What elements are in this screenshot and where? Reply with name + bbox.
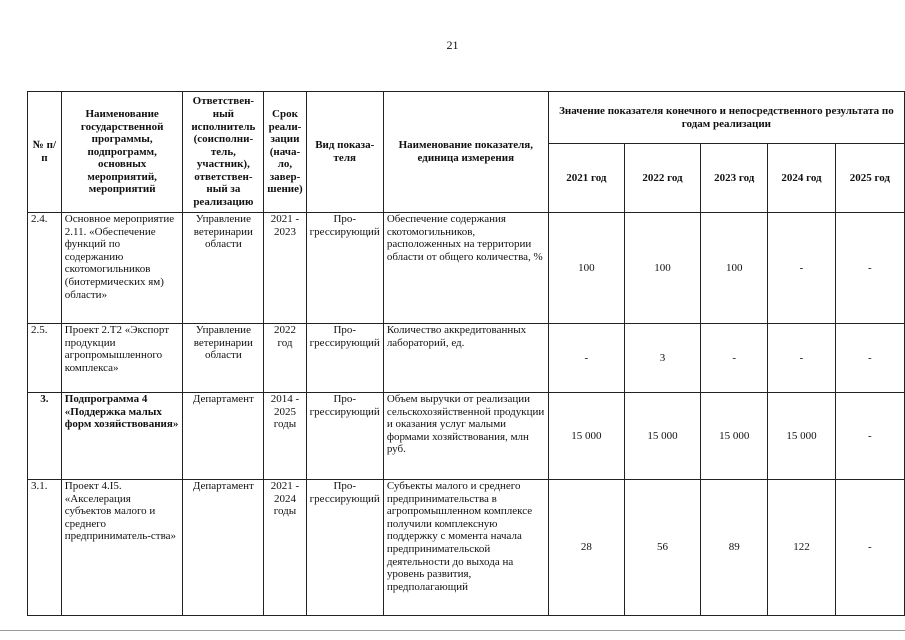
page-bottom-edge	[0, 630, 905, 631]
row-responsible: Управление ветеринарии области	[183, 324, 264, 393]
row-value: -	[835, 393, 904, 480]
row-value: -	[835, 213, 904, 324]
row-value: -	[835, 324, 904, 393]
row-name: Основное мероприятие 2.11. «Обеспечение функций по содержанию скотомогильников (биотермических ям) области»	[61, 213, 183, 324]
header-year: 2021 год	[548, 144, 624, 213]
header-year: 2024 год	[768, 144, 835, 213]
row-value: -	[548, 324, 624, 393]
header-indicator: Наименование показателя, единица измерения	[383, 92, 548, 213]
row-responsible: Управление ветеринарии области	[183, 213, 264, 324]
row-value: 3	[624, 324, 700, 393]
row-kind: Про-грессирующий	[306, 480, 383, 616]
row-value: 15 000	[548, 393, 624, 480]
row-value: 15 000	[701, 393, 768, 480]
row-value: -	[701, 324, 768, 393]
table-row	[28, 480, 905, 616]
row-kind: Про-грессирующий	[306, 324, 383, 393]
row-kind: Про-грессирующий	[306, 213, 383, 324]
row-num: 2.5.	[28, 324, 62, 393]
row-value: 28	[548, 480, 624, 616]
header-values-group: Значение показателя конечного и непосредственного результата по годам реализации	[548, 92, 904, 144]
page-number: 21	[446, 38, 459, 52]
header-kind: Вид показа-теля	[306, 92, 383, 213]
row-indicator: Субъекты малого и среднего предпринимательства в агропромышленном комплексе получили комплексную поддержку с момента начала предпринимательской деятельности до выхода на уровень развития, предполагающий	[383, 480, 548, 616]
table-row	[28, 324, 905, 393]
row-indicator: Количество аккредитованных лабораторий, ед.	[383, 324, 548, 393]
header-num: № п/п	[28, 92, 62, 213]
row-value: 100	[548, 213, 624, 324]
row-responsible: Департамент	[183, 480, 264, 616]
indicators-table	[27, 91, 905, 616]
row-value: 15 000	[768, 393, 835, 480]
row-value: 122	[768, 480, 835, 616]
header-year: 2025 год	[835, 144, 904, 213]
row-kind: Про-грессирующий	[306, 393, 383, 480]
row-num: 2.4.	[28, 213, 62, 324]
row-value: 89	[701, 480, 768, 616]
header-year: 2022 год	[624, 144, 700, 213]
row-value: 100	[701, 213, 768, 324]
row-value: -	[835, 480, 904, 616]
row-value: 15 000	[624, 393, 700, 480]
row-term: 2021 - 2024 годы	[264, 480, 306, 616]
row-name: Проект 4.I5. «Акселерация субъектов малого и среднего предприниматель-ства»	[61, 480, 183, 616]
row-name: Проект 2.Т2 «Экспорт продукции агропромышленного комплекса»	[61, 324, 183, 393]
header-name: Наименование государственной программы, подпрограмм, основных мероприятий, мероприятий	[61, 92, 183, 213]
row-name: Подпрограмма 4 «Поддержка малых форм хозяйствования»	[61, 393, 183, 480]
row-indicator: Обеспечение содержания скотомогильников, расположенных на территории области от общего количества, %	[383, 213, 548, 324]
table-row	[28, 213, 905, 324]
row-value: 56	[624, 480, 700, 616]
table-row	[28, 393, 905, 480]
row-value: 100	[624, 213, 700, 324]
row-term: 2014 - 2025 годы	[264, 393, 306, 480]
header-year: 2023 год	[701, 144, 768, 213]
row-responsible: Департамент	[183, 393, 264, 480]
header-term: Срок реали-зации (нача-ло, завер-шение)	[264, 92, 306, 213]
row-term: 2022 год	[264, 324, 306, 393]
row-indicator: Объем выручки от реализации сельскохозяйственной продукции и оказания услуг малыми формами хозяйствования, млн руб.	[383, 393, 548, 480]
row-value: -	[768, 213, 835, 324]
row-term: 2021 - 2023	[264, 213, 306, 324]
row-num: 3.	[28, 393, 62, 480]
row-num: 3.1.	[28, 480, 62, 616]
row-value: -	[768, 324, 835, 393]
header-responsible: Ответствен-ный исполнитель (соисполни-тель, участник), ответствен-ный за реализацию	[183, 92, 264, 213]
